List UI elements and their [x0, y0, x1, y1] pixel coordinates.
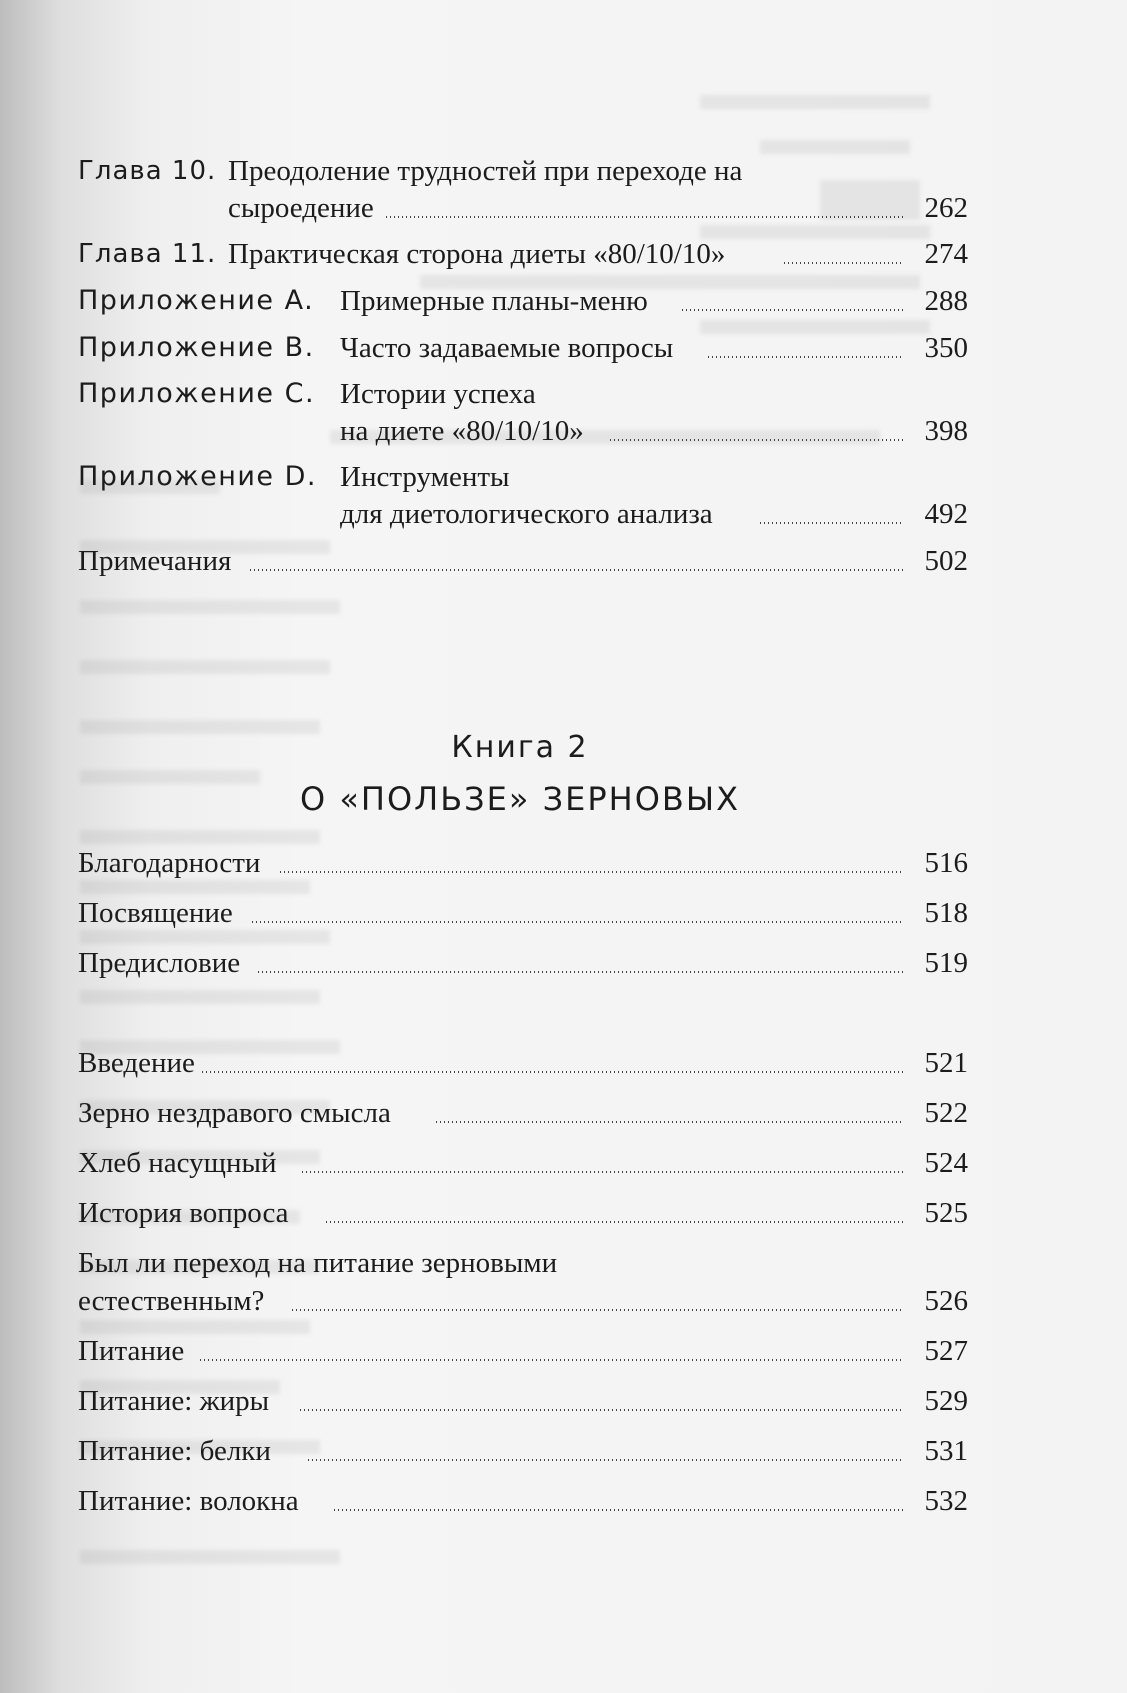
page-number: 492	[924, 498, 968, 530]
chapter-number: Глава 11.	[78, 239, 217, 269]
toc-entry[interactable]	[78, 1192, 968, 1234]
appendix-title-cont: для диетологического анализа	[340, 498, 713, 530]
chapter-number: Глава 10.	[78, 156, 217, 186]
dot-leader	[292, 1309, 904, 1311]
toc-entry-dedication[interactable]	[78, 892, 968, 934]
page-number: 350	[924, 332, 968, 364]
page-number: 518	[924, 897, 968, 929]
chapter-title: Практическая сторона диеты «80/10/10»	[228, 238, 726, 270]
appendix-title: Инструменты	[340, 461, 510, 493]
book-title: О «ПОЛЬЗЕ» ЗЕРНОВЫХ	[299, 780, 741, 818]
toc-entry-appendix-d-cont[interactable]	[78, 493, 968, 535]
dot-leader	[334, 1509, 904, 1511]
entry-title: Питание: волокна	[78, 1485, 299, 1517]
page-number: 398	[924, 415, 968, 447]
dot-leader	[708, 356, 904, 358]
entry-title: Хлеб насущный	[78, 1147, 277, 1179]
dot-leader	[784, 262, 904, 264]
dot-leader	[280, 871, 904, 873]
toc-entry-cont[interactable]	[78, 1280, 968, 1322]
entry-title: Зерно нездравого смысла	[78, 1097, 391, 1129]
entry-title: Предисловие	[78, 947, 241, 979]
dot-leader	[308, 1459, 904, 1461]
appendix-label: Приложение A.	[78, 285, 315, 316]
dot-leader	[300, 1409, 904, 1411]
toc-entry-appendix-a[interactable]	[78, 280, 968, 322]
appendix-title: Истории успеха	[340, 378, 536, 410]
page-number: 521	[924, 1047, 968, 1079]
toc-entry-chapter-11[interactable]	[78, 233, 968, 275]
chapter-title: Преодоление трудностей при переходе на	[228, 155, 743, 187]
appendix-label: Приложение B.	[78, 332, 315, 363]
dot-leader	[760, 522, 904, 524]
entry-title: История вопроса	[78, 1197, 289, 1229]
appendix-label: Приложение D.	[78, 461, 317, 492]
page-number: 502	[924, 545, 968, 577]
toc-entry-chapter-10[interactable]	[78, 150, 968, 192]
page-number: 288	[924, 285, 968, 317]
appendix-title: Примерные планы-меню	[340, 285, 648, 317]
dot-leader	[682, 309, 904, 311]
toc-entry-appendix-b[interactable]	[78, 327, 968, 369]
toc-entry-notes[interactable]	[78, 540, 968, 582]
toc-entry-chapter-10-cont[interactable]	[78, 187, 968, 229]
toc-entry[interactable]	[78, 1380, 968, 1422]
dot-leader	[200, 1359, 904, 1361]
toc-entry-appendix-c-cont[interactable]	[78, 410, 968, 452]
page-number: 526	[924, 1285, 968, 1317]
page-number: 529	[924, 1385, 968, 1417]
dot-leader	[202, 1071, 904, 1073]
entry-title-cont: естественным?	[78, 1285, 265, 1317]
page-number: 531	[924, 1435, 968, 1467]
toc-entry-introduction[interactable]	[78, 1042, 968, 1084]
toc-entry[interactable]	[78, 1092, 968, 1134]
page-number: 274	[924, 238, 968, 270]
page-number: 522	[924, 1097, 968, 1129]
toc-entry[interactable]	[78, 1242, 968, 1284]
appendix-title: Часто задаваемые вопросы	[340, 332, 674, 364]
dot-leader	[610, 439, 904, 441]
entry-title: Питание	[78, 1335, 185, 1367]
entry-title: Был ли переход на питание зерновыми	[78, 1247, 558, 1279]
toc-entry-appendix-d[interactable]	[78, 456, 968, 498]
toc-entry-appendix-c[interactable]	[78, 373, 968, 415]
page-number: 516	[924, 847, 968, 879]
entry-title: Питание: белки	[78, 1435, 271, 1467]
dot-leader	[326, 1221, 904, 1223]
chapter-title-cont: сыроедение	[228, 192, 374, 224]
entry-title: Посвящение	[78, 897, 233, 929]
dot-leader	[258, 971, 904, 973]
page-number: 525	[924, 1197, 968, 1229]
toc-entry[interactable]	[78, 1142, 968, 1184]
toc-entry[interactable]	[78, 1330, 968, 1372]
page-number: 524	[924, 1147, 968, 1179]
appendix-title-cont: на диете «80/10/10»	[340, 415, 584, 447]
page-number: 519	[924, 947, 968, 979]
entry-title: Питание: жиры	[78, 1385, 270, 1417]
dot-leader	[250, 569, 904, 571]
toc-entry[interactable]	[78, 1480, 968, 1522]
toc-entry-preface[interactable]	[78, 942, 968, 984]
page-number: 532	[924, 1485, 968, 1517]
dot-leader	[252, 921, 904, 923]
toc-entry-acknowledgements[interactable]	[78, 842, 968, 884]
entry-title: Благодарности	[78, 847, 261, 879]
notes-title: Примечания	[78, 545, 232, 577]
toc-entry[interactable]	[78, 1430, 968, 1472]
entry-title: Введение	[78, 1047, 195, 1079]
book-number-heading: Книга 2	[451, 730, 589, 765]
dot-leader	[436, 1121, 904, 1123]
dot-leader	[386, 216, 904, 218]
dot-leader	[302, 1171, 904, 1173]
page-number: 527	[924, 1335, 968, 1367]
appendix-label: Приложение C.	[78, 378, 316, 409]
page-number: 262	[924, 192, 968, 224]
